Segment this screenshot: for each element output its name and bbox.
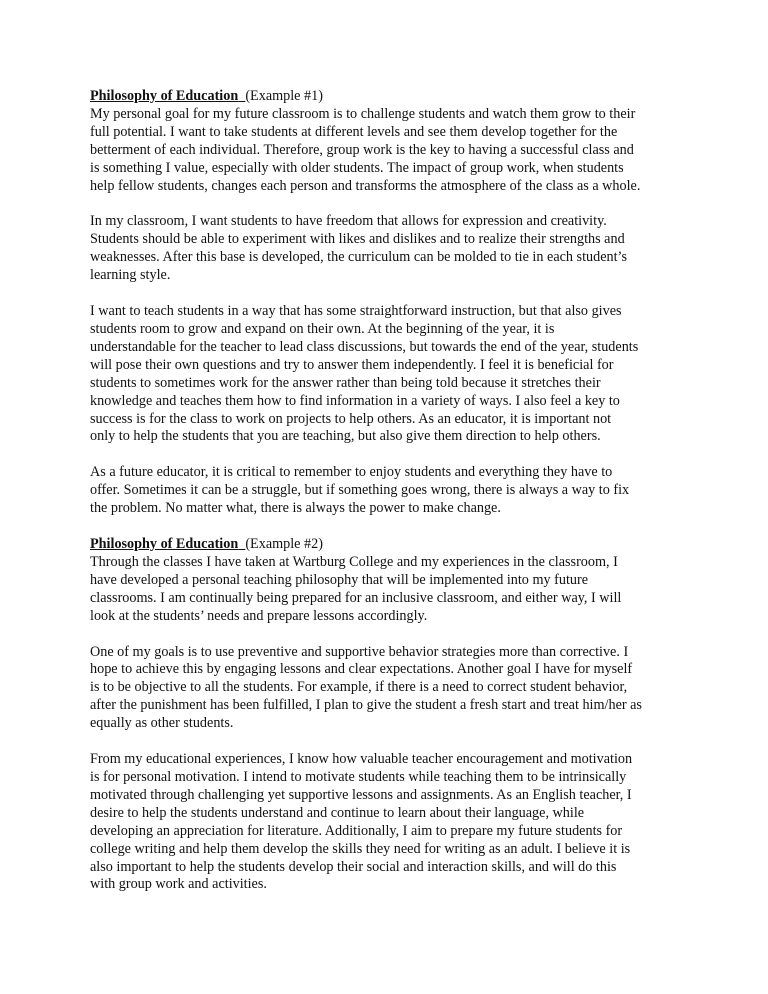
text-line: is to be objective to all the students. For example, if there is a need to correct student behavior, (90, 679, 628, 696)
essay-2 (90, 536, 690, 894)
paragraph (90, 644, 690, 734)
text-line: Students should be able to experiment with likes and dislikes and to realize their strengths and (90, 231, 625, 248)
paragraph (90, 554, 690, 626)
paragraph (90, 464, 690, 518)
text-line: developing an appreciation for literature. Additionally, I aim to prepare my future students for (90, 822, 623, 839)
text-line: is for personal motivation. I intend to motivate students while teaching them to be intrinsically (90, 769, 627, 785)
text-line: college writing and help them develop the skills they need for writing as an adult. I believe it is (90, 840, 631, 857)
text-line: students room to grow and expand on their own. At the beginning of the year, it is (90, 320, 555, 337)
text-line: From my educational experiences, I know how valuable teacher encouragement and motivation (90, 751, 633, 768)
text-line: knowledge and teaches them how to find information in a variety of ways. I also feel a key to (90, 392, 620, 409)
essay-2-heading-suffix: (Example #2) (245, 536, 323, 553)
document-page (90, 88, 690, 912)
text-line: classrooms. I am continually being prepared for an inclusive classroom, and either way, I will (90, 589, 622, 606)
text-line: the problem. No matter what, there is always the power to make change. (90, 500, 501, 517)
paragraph (90, 751, 690, 894)
text-line: offer. Sometimes it can be a struggle, but if something goes wrong, there is always a way to fix (90, 482, 630, 499)
text-line: is something I value, especially with older students. The impact of group work, when students (90, 159, 624, 176)
text-line: desire to help the students understand and continue to learn about their language, while (90, 804, 585, 821)
essay-1-heading-suffix: (Example #1) (245, 88, 323, 104)
paragraph (90, 106, 690, 196)
essay-1-heading (90, 88, 690, 106)
text-line: motivated through challenging yet supportive lessons and assignments. As an English teacher, I (90, 786, 632, 803)
text-line: after the punishment has been fulfilled, I plan to give the student a fresh start and treat him/her as (90, 697, 642, 714)
text-line: students to sometimes work for the answer rather than being told because it stretches their (90, 374, 601, 391)
text-line: only to help the students that you are teaching, but also give them direction to help others. (90, 428, 601, 445)
text-line: will pose their own questions and try to answer them independently. I feel it is beneficial for (90, 356, 614, 373)
essay-1 (90, 88, 690, 518)
text-line: My personal goal for my future classroom is to challenge students and watch them grow to their (90, 105, 636, 122)
text-line: I want to teach students in a way that has some straightforward instruction, but that also gives (90, 303, 622, 320)
essay-1-heading-title: Philosophy of Education (90, 88, 239, 104)
essay-2-heading (90, 536, 690, 554)
text-line: full potential. I want to take students at different levels and see them develop together for the (90, 123, 618, 140)
text-line: success is for the class to work on projects to help others. As an educator, it is important not (90, 410, 612, 427)
text-line: look at the students’ needs and prepare lessons accordingly. (90, 607, 428, 624)
text-line: understandable for the teacher to lead class discussions, but towards the end of the year, students (90, 338, 639, 355)
text-line: equally as other students. (90, 715, 234, 732)
text-line: with group work and activities. (90, 876, 267, 893)
essay-2-heading-title: Philosophy of Education (90, 536, 239, 553)
text-line: Through the classes I have taken at Wartburg College and my experiences in the classroom, I (90, 553, 618, 570)
text-line: betterment of each individual. Therefore, group work is the key to having a successful class and (90, 141, 634, 158)
text-line: help fellow students, changes each person and transforms the atmosphere of the class as a whole. (90, 177, 641, 194)
paragraph (90, 213, 690, 285)
paragraph (90, 303, 690, 446)
text-line: hope to achieve this by engaging lessons and clear expectations. Another goal I have for myself (90, 661, 633, 678)
text-line: learning style. (90, 267, 171, 284)
text-line: As a future educator, it is critical to remember to enjoy students and everything they have to (90, 464, 613, 481)
text-line: also important to help the students develop their social and interaction skills, and will do this (90, 858, 617, 875)
text-line: One of my goals is to use preventive and supportive behavior strategies more than corrective. I (90, 643, 629, 660)
text-line: In my classroom, I want students to have freedom that allows for expression and creativity. (90, 213, 607, 230)
text-line: weaknesses. After this base is developed, the curriculum can be molded to tie in each student’s (90, 249, 627, 266)
text-line: have developed a personal teaching philosophy that will be implemented into my future (90, 571, 589, 588)
